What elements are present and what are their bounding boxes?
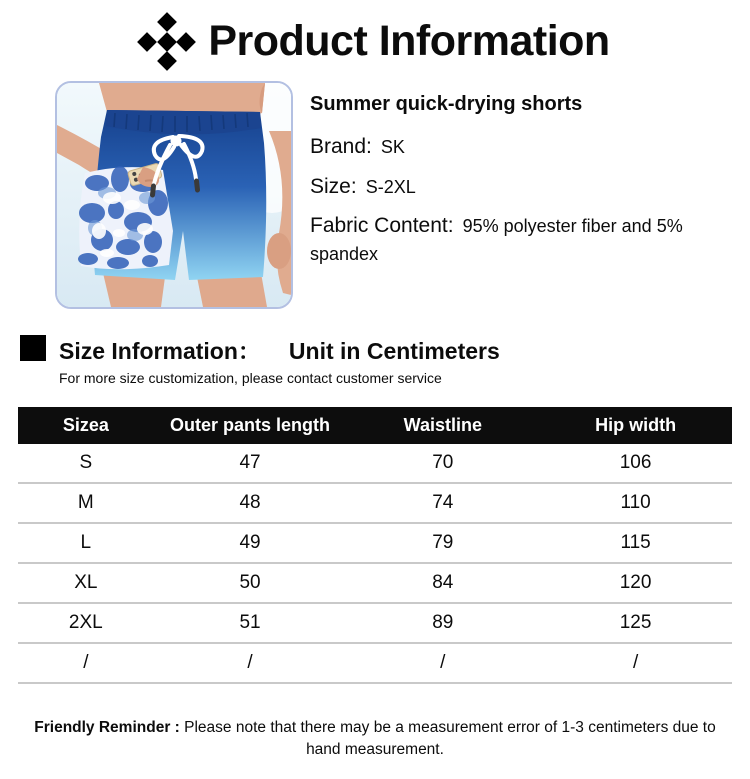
product-section — [55, 81, 750, 309]
table-cell: XL — [18, 563, 154, 603]
column-header: Waistline — [346, 407, 539, 444]
table-cell: L — [18, 523, 154, 563]
table-row — [18, 563, 732, 603]
table-cell: 106 — [539, 444, 732, 483]
friendly-reminder — [31, 717, 719, 762]
product-photo — [55, 81, 293, 309]
diamond-cluster-icon — [140, 15, 193, 68]
table-cell: 115 — [539, 523, 732, 563]
table-row — [18, 523, 732, 563]
table-cell: 79 — [346, 523, 539, 563]
table-row — [18, 643, 732, 683]
reminder-text: Please note that there may be a measurement error of 1-3 centimeters due to hand measurement. — [184, 719, 716, 759]
table-cell: / — [18, 643, 154, 683]
size-info-section — [20, 333, 750, 386]
table-row — [18, 444, 732, 483]
product-name: Summer quick-drying shorts — [310, 93, 583, 115]
size-table-header — [18, 407, 732, 444]
table-header-row — [18, 407, 732, 444]
table-cell: 48 — [154, 483, 347, 523]
table-cell: 2XL — [18, 603, 154, 643]
product-details — [310, 81, 692, 309]
size-table — [18, 407, 732, 684]
product-photo-illustration — [57, 83, 291, 307]
reminder-label: Friendly Reminder : — [34, 719, 180, 736]
page-header — [0, 0, 750, 68]
size-info-heading — [59, 333, 500, 366]
field-value: S-2XL — [365, 176, 416, 197]
table-cell: / — [346, 643, 539, 683]
table-cell: 110 — [539, 483, 732, 523]
product-field-fabric — [310, 212, 692, 267]
column-header: Outer pants length — [154, 407, 347, 444]
table-cell: 89 — [346, 603, 539, 643]
size-info-text — [59, 333, 500, 386]
table-cell: 49 — [154, 523, 347, 563]
table-row — [18, 603, 732, 643]
table-cell: 70 — [346, 444, 539, 483]
field-value: SK — [380, 137, 405, 157]
field-value: 95% polyester fiber and 5% spandex — [310, 216, 683, 265]
table-cell: M — [18, 483, 154, 523]
column-header: Hip width — [539, 407, 732, 444]
table-cell: 125 — [539, 603, 732, 643]
table-cell: 120 — [539, 563, 732, 603]
field-label: Brand: — [310, 135, 372, 158]
field-label: Fabric Content: — [310, 214, 454, 238]
table-cell: 84 — [346, 563, 539, 603]
table-cell: / — [154, 643, 347, 683]
table-row — [18, 483, 732, 523]
table-cell: 47 — [154, 444, 347, 483]
table-cell: 74 — [346, 483, 539, 523]
table-cell: 51 — [154, 603, 347, 643]
page-title: Product Information — [208, 17, 610, 65]
table-cell: S — [18, 444, 154, 483]
size-table-body — [18, 444, 732, 683]
size-info-title: Size Information： — [59, 338, 261, 364]
table-cell: / — [539, 643, 732, 683]
unit-note: Unit in Centimeters — [288, 338, 500, 364]
field-label: Size: — [310, 174, 357, 198]
black-square-bullet-icon — [20, 335, 46, 361]
size-info-subtext: For more size customization, please contact customer service — [59, 370, 442, 386]
table-cell: 50 — [154, 563, 347, 603]
product-field-brand — [310, 133, 692, 161]
product-field-size — [310, 173, 692, 201]
column-header: Sizea — [18, 407, 154, 444]
